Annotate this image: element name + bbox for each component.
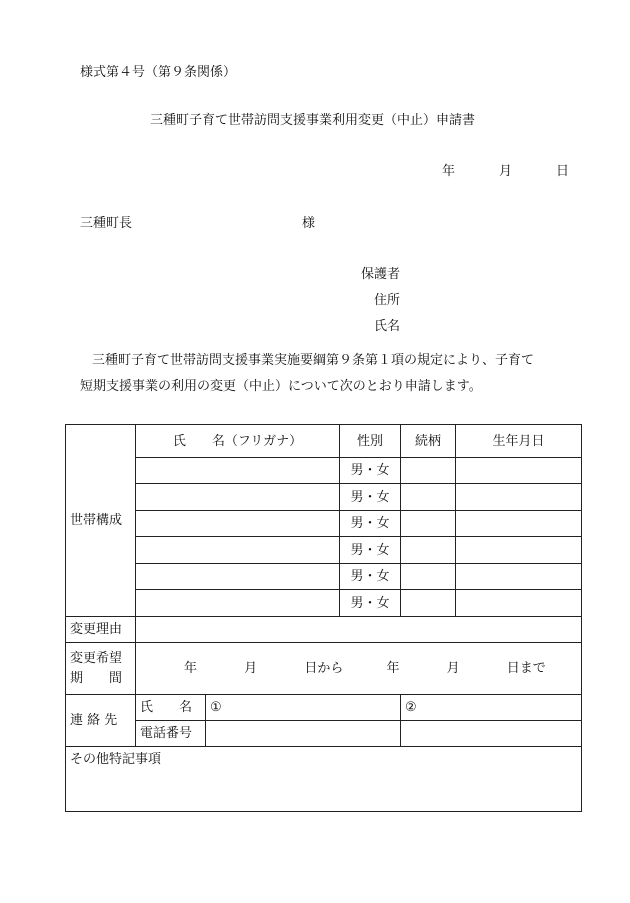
member-relation-field[interactable] xyxy=(401,484,456,511)
column-gender-header: 性別 xyxy=(340,425,401,458)
household-row xyxy=(66,590,582,617)
member-gender-field[interactable]: 男・女 xyxy=(340,590,401,617)
column-relation-header: 続柄 xyxy=(401,425,456,458)
member-birthdate-field[interactable] xyxy=(456,590,582,617)
date-day-label: 日 xyxy=(556,164,570,179)
member-relation-field[interactable] xyxy=(401,511,456,537)
contact-name-field-2[interactable]: ② xyxy=(401,695,582,721)
column-name-header: 氏 名（フリガナ） xyxy=(136,425,340,458)
body-text-line-2: 短期支援事業の利用の変更（中止）について次のとおり申請します。 xyxy=(80,379,482,394)
member-name-field[interactable] xyxy=(136,458,340,484)
member-name-field[interactable] xyxy=(136,590,340,617)
member-name-field[interactable] xyxy=(136,511,340,537)
household-label: 世帯構成 xyxy=(66,425,136,617)
member-relation-field[interactable] xyxy=(401,590,456,617)
date-month-label: 月 xyxy=(499,164,513,179)
contact-name-label: 氏 名 xyxy=(136,695,206,721)
period-to-day: 日まで xyxy=(506,661,546,676)
member-gender-field[interactable]: 男・女 xyxy=(340,458,401,484)
contact-tel-field-1[interactable] xyxy=(206,721,401,747)
member-gender-field[interactable]: 男・女 xyxy=(340,537,401,564)
household-row xyxy=(66,511,582,537)
notes-row xyxy=(66,747,582,812)
member-birthdate-field[interactable] xyxy=(456,484,582,511)
contact-tel-row xyxy=(66,721,582,747)
household-header-row xyxy=(66,425,582,458)
honorific: 様 xyxy=(302,216,316,231)
contact-name-field-1[interactable]: ① xyxy=(206,695,401,721)
period-label-line-1: 変更希望 xyxy=(70,650,123,666)
document-title: 三種町子育て世帯訪問支援事業利用変更（中止）申請書 xyxy=(150,113,476,128)
member-birthdate-field[interactable] xyxy=(456,458,582,484)
period-label xyxy=(66,643,136,695)
application-table xyxy=(65,424,582,812)
member-birthdate-field[interactable] xyxy=(456,511,582,537)
period-to-year: 年 xyxy=(386,661,400,676)
member-gender-field[interactable]: 男・女 xyxy=(340,484,401,511)
period-to-month: 月 xyxy=(446,661,460,676)
member-relation-field[interactable] xyxy=(401,458,456,484)
member-name-field[interactable] xyxy=(136,537,340,564)
member-gender-field[interactable]: 男・女 xyxy=(340,564,401,590)
member-birthdate-field[interactable] xyxy=(456,564,582,590)
name-label: 氏名 xyxy=(374,319,401,334)
notes-field[interactable] xyxy=(66,747,582,812)
contact-tel-field-2[interactable] xyxy=(401,721,582,747)
body-text-line-1: 三種町子育て世帯訪問支援事業実施要綱第９条第１項の規定により、子育て xyxy=(92,353,535,368)
contact-tel-label: 電話番号 xyxy=(136,721,206,747)
contact-name-row xyxy=(66,695,582,721)
period-field[interactable] xyxy=(136,643,582,695)
member-name-field[interactable] xyxy=(136,484,340,511)
form-number: 様式第４号（第９条関係） xyxy=(80,65,237,80)
period-row xyxy=(66,643,582,695)
period-from-month: 月 xyxy=(244,661,258,676)
member-name-field[interactable] xyxy=(136,564,340,590)
reason-row xyxy=(66,617,582,643)
household-row xyxy=(66,484,582,511)
date-year-label: 年 xyxy=(442,164,456,179)
period-from-day: 日から xyxy=(304,661,344,676)
reason-field[interactable] xyxy=(136,617,582,643)
household-row xyxy=(66,564,582,590)
address-label: 住所 xyxy=(374,293,401,308)
member-birthdate-field[interactable] xyxy=(456,537,582,564)
period-label-line-2: 期 間 xyxy=(70,670,123,686)
member-relation-field[interactable] xyxy=(401,537,456,564)
reason-label: 変更理由 xyxy=(66,617,136,643)
addressee: 三種町長 xyxy=(80,216,133,231)
notes-label: その他特記事項 xyxy=(70,752,162,767)
column-birthdate-header: 生年月日 xyxy=(456,425,582,458)
member-relation-field[interactable] xyxy=(401,564,456,590)
contact-label: 連 絡 先 xyxy=(66,695,136,747)
household-row xyxy=(66,537,582,564)
household-row xyxy=(66,458,582,484)
member-gender-field[interactable]: 男・女 xyxy=(340,511,401,537)
period-from-year: 年 xyxy=(184,661,198,676)
guardian-label: 保護者 xyxy=(361,267,401,282)
